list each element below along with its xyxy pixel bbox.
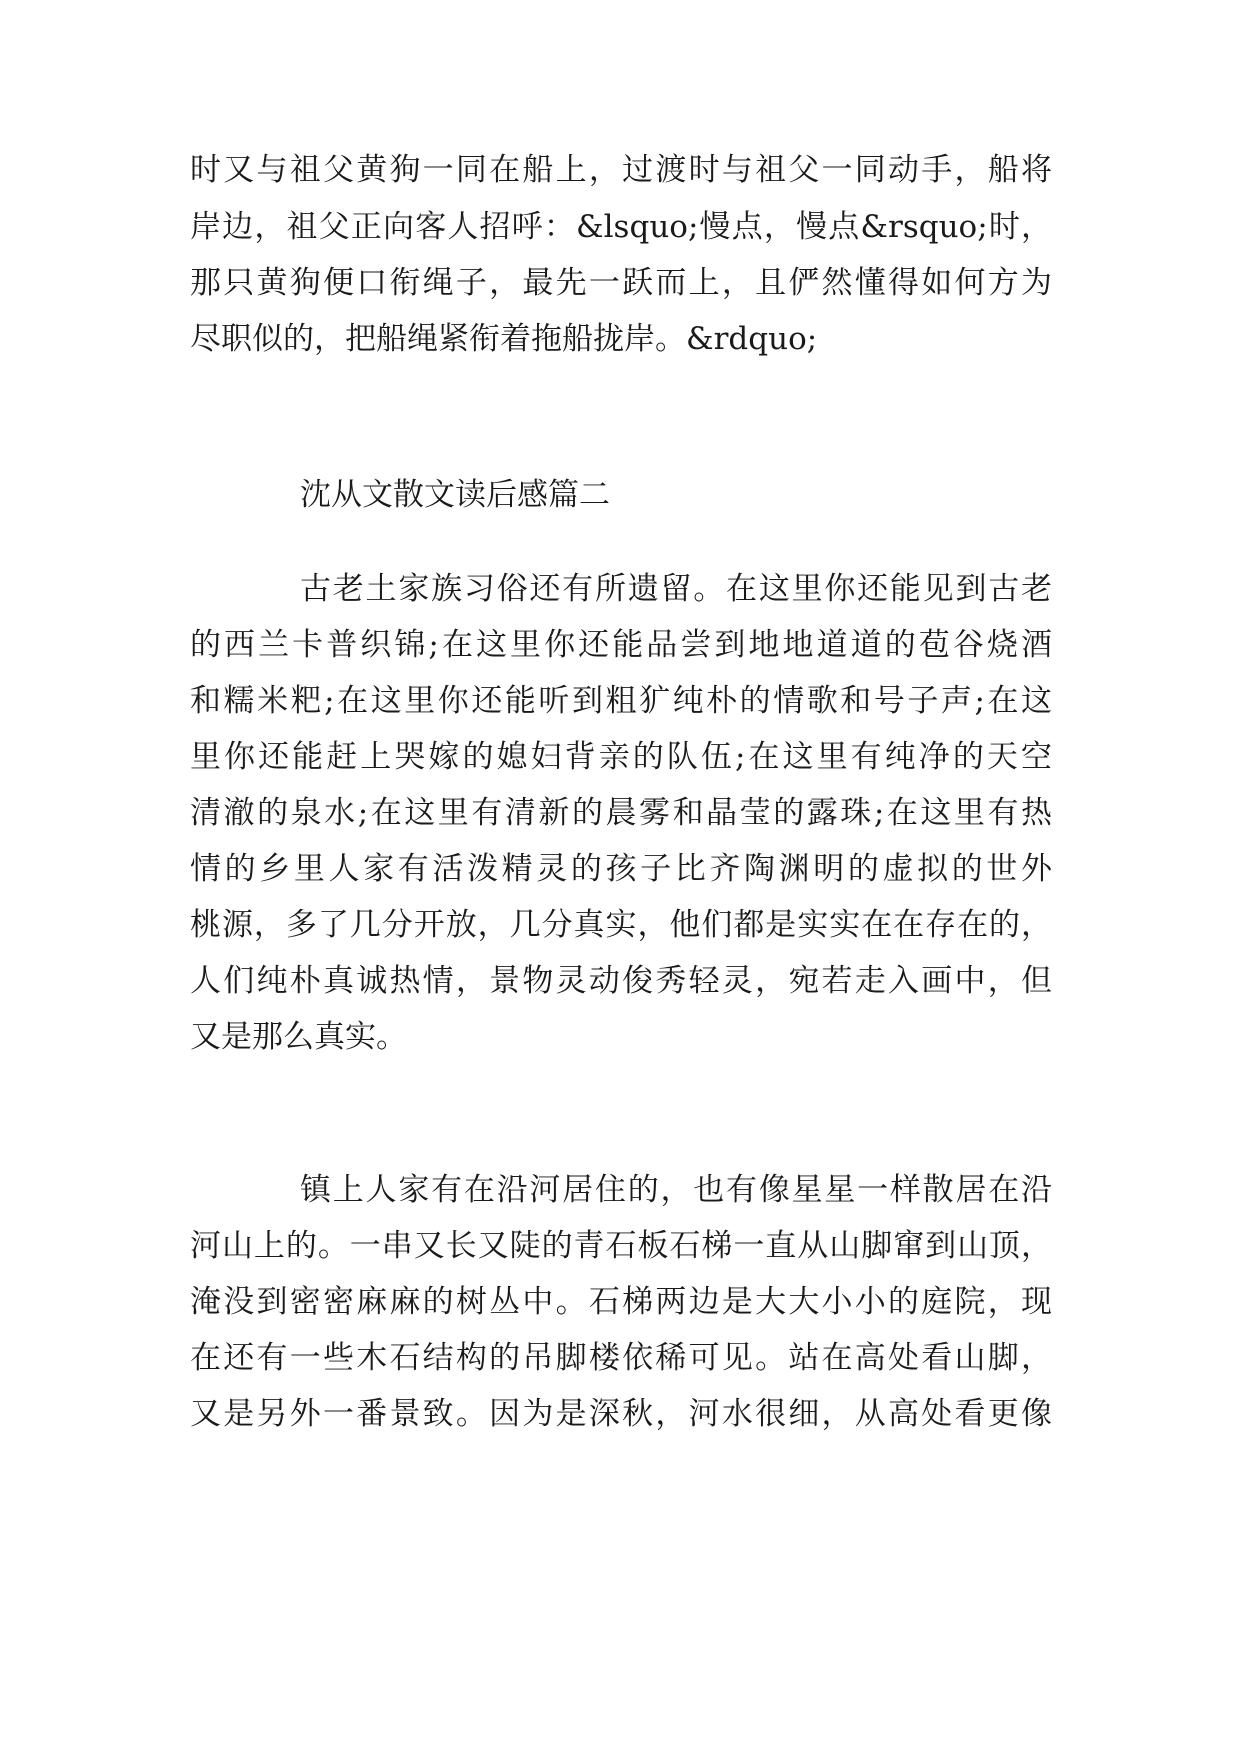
paragraph-2-line: 清澈的泉水;在这里有清新的晨雾和晶莹的露珠;在这里有热 xyxy=(190,795,1052,831)
paragraph-1-line: 尽职似的，把船绳紧衔着拖船拢岸。&rdquo; xyxy=(190,321,818,357)
paragraph-2-line: 和糯米粑;在这里你还能听到粗犷纯朴的情歌和号子声;在这 xyxy=(190,683,1052,719)
paragraph-3-line: 镇上人家有在沿河居住的，也有像星星一样散居在沿 xyxy=(300,1172,1052,1208)
paragraph-1-line: 岸边，祖父正向客人招呼：&lsquo;慢点，慢点&rsquo;时， xyxy=(190,209,1052,245)
paragraph-1-line: 时又与祖父黄狗一同在船上，过渡时与祖父一同动手，船将 xyxy=(190,152,1052,188)
paragraph-1-line: 那只黄狗便口衔绳子，最先一跃而上，且俨然懂得如何方为 xyxy=(190,265,1052,301)
paragraph-2-line: 的西兰卡普织锦;在这里你还能品尝到地地道道的苞谷烧酒 xyxy=(190,627,1052,663)
paragraph-2-line: 又是那么真实。 xyxy=(190,1019,407,1055)
paragraph-2-line: 古老土家族习俗还有所遗留。在这里你还能见到古老 xyxy=(300,571,1052,607)
section-heading: 沈从文散文读后感篇二 xyxy=(300,477,610,513)
paragraph-3-line: 河山上的。一串又长又陡的青石板石梯一直从山脚窜到山顶， xyxy=(190,1228,1052,1264)
paragraph-2-line: 桃源，多了几分开放，几分真实，他们都是实实在在存在的， xyxy=(190,907,1052,943)
paragraph-2-line: 人们纯朴真诚热情，景物灵动俊秀轻灵，宛若走入画中，但 xyxy=(190,963,1052,999)
paragraph-3-line: 淹没到密密麻麻的树丛中。石梯两边是大大小小的庭院，现 xyxy=(190,1284,1052,1320)
paragraph-3-line: 又是另外一番景致。因为是深秋，河水很细，从高处看更像 xyxy=(190,1396,1052,1432)
paragraph-2-line: 情的乡里人家有活泼精灵的孩子比齐陶渊明的虚拟的世外 xyxy=(190,851,1052,887)
paragraph-2-line: 里你还能赶上哭嫁的媳妇背亲的队伍;在这里有纯净的天空 xyxy=(190,739,1052,775)
paragraph-3-line: 在还有一些木石结构的吊脚楼依稀可见。站在高处看山脚， xyxy=(190,1340,1052,1376)
